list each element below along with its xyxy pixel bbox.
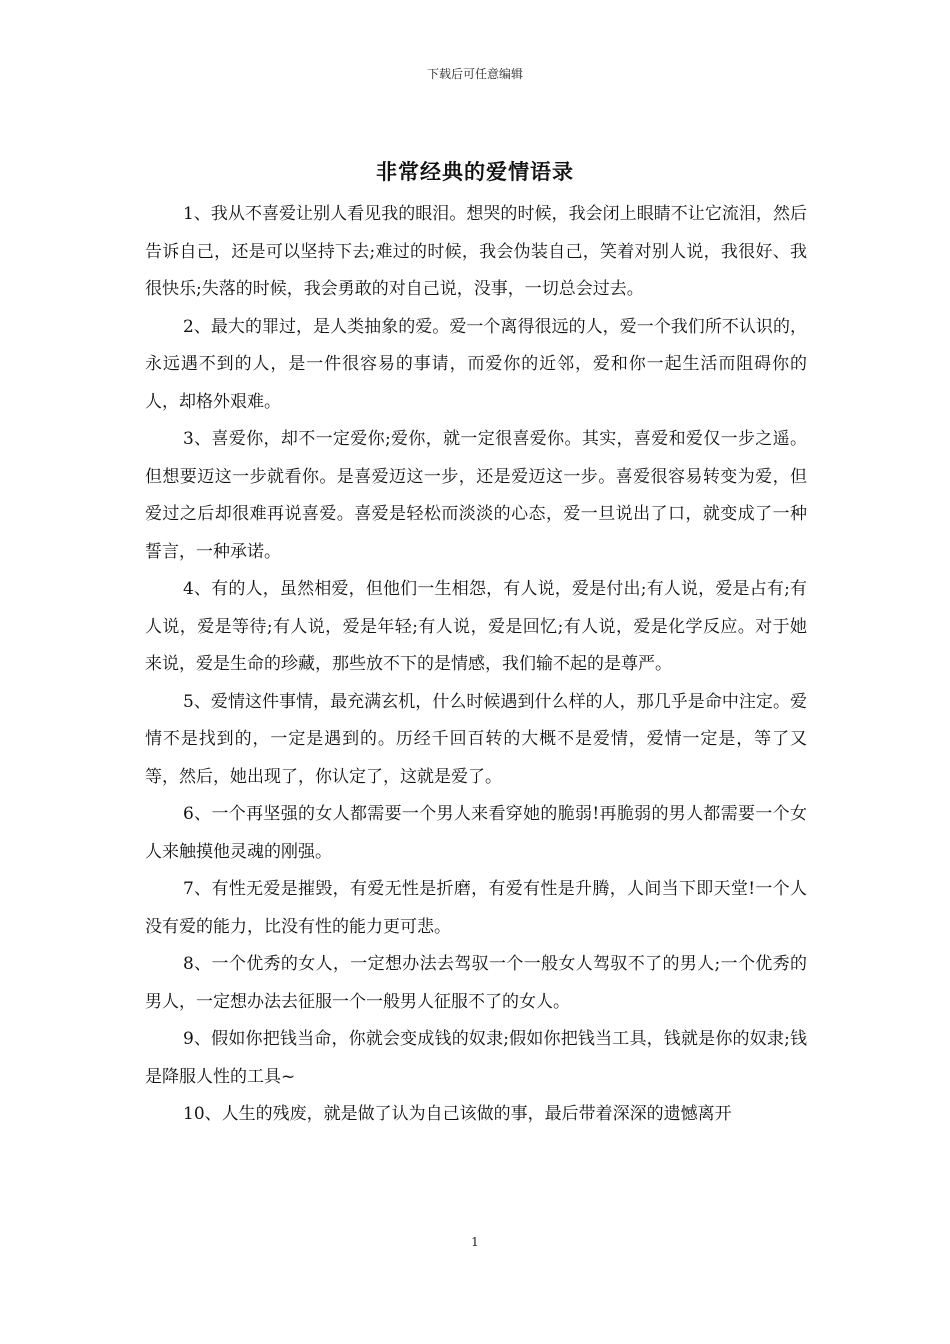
paragraph-4: 4、有的人，虽然相爱，但他们一生相怨，有人说，爱是付出;有人说，爱是占有;有人说，爱是等待;有人说，爱是年轻;有人说，爱是回忆;有人说，爱是化学反应。对于她来说，爱是生命的珍藏，那些放不下的是情感，我们输不起的是尊严。 [145, 579, 807, 674]
paragraph-2: 2、最大的罪过，是人类抽象的爱。爱一个离得很远的人，爱一个我们所不认识的，永远遇不到的人，是一件很容易的事请，而爱你的近邻，爱和你一起生活而阻碍你的人，却格外艰难。 [145, 316, 807, 412]
paragraph-10: 10、人生的残废，就是做了认为自己该做的事，最后带着深深的遗憾离开 [183, 1104, 732, 1124]
paragraph-7: 7、有性无爱是摧毁，有爱无性是折磨，有爱有性是升腾，人间当下即天堂!一个人没有爱的能力，比没有性的能力更可悲。 [145, 879, 807, 937]
paragraph-1: 1、我从不喜爱让别人看见我的眼泪。想哭的时候，我会闭上眼睛不让它流泪，然后告诉自己，还是可以坚持下去;难过的时候，我会伪装自己，笑着对别人说，我很好、我很快乐;失落的时候，我会勇敢的对自己说，没事，一切总会过去。 [145, 204, 807, 299]
paragraph-6: 6、一个再坚强的女人都需要一个男人来看穿她的脆弱!再脆弱的男人都需要一个女人来触摸他灵魂的刚强。 [145, 804, 807, 862]
paragraph-3: 3、喜爱你，却不一定爱你;爱你，就一定很喜爱你。其实，喜爱和爱仅一步之遥。但想要迈这一步就看你。是喜爱迈这一步，还是爱迈这一步。喜爱很容易转变为爱，但爱过之后却很难再说喜爱。喜爱是轻松而淡淡的心态，爱一旦说出了口，就变成了一种誓言，一种承诺。 [145, 429, 807, 562]
paragraph-5: 5、爱情这件事情，最充满玄机，什么时候遇到什么样的人，那几乎是命中注定。爱情不是找到的，一定是遇到的。历经千回百转的大概不是爱情，爱情一定是，等了又等，然后，她出现了，你认定了，这就是爱了。 [145, 691, 807, 787]
page-header-note: 下载后可任意编辑 [426, 67, 523, 81]
paragraph-8: 8、一个优秀的女人，一定想办法去驾驭一个一般女人驾驭不了的男人;一个优秀的男人，一定想办法去征服一个一般男人征服不了的女人。 [145, 954, 807, 1012]
document-title: 非常经典的爱情语录 [376, 159, 574, 184]
document-body [145, 196, 807, 1134]
page-number: 1 [471, 1235, 479, 1249]
paragraph-9: 9、假如你把钱当命，你就会变成钱的奴隶;假如你把钱当工具，钱就是你的奴隶;钱是降服人性的工具~ [145, 1029, 807, 1087]
